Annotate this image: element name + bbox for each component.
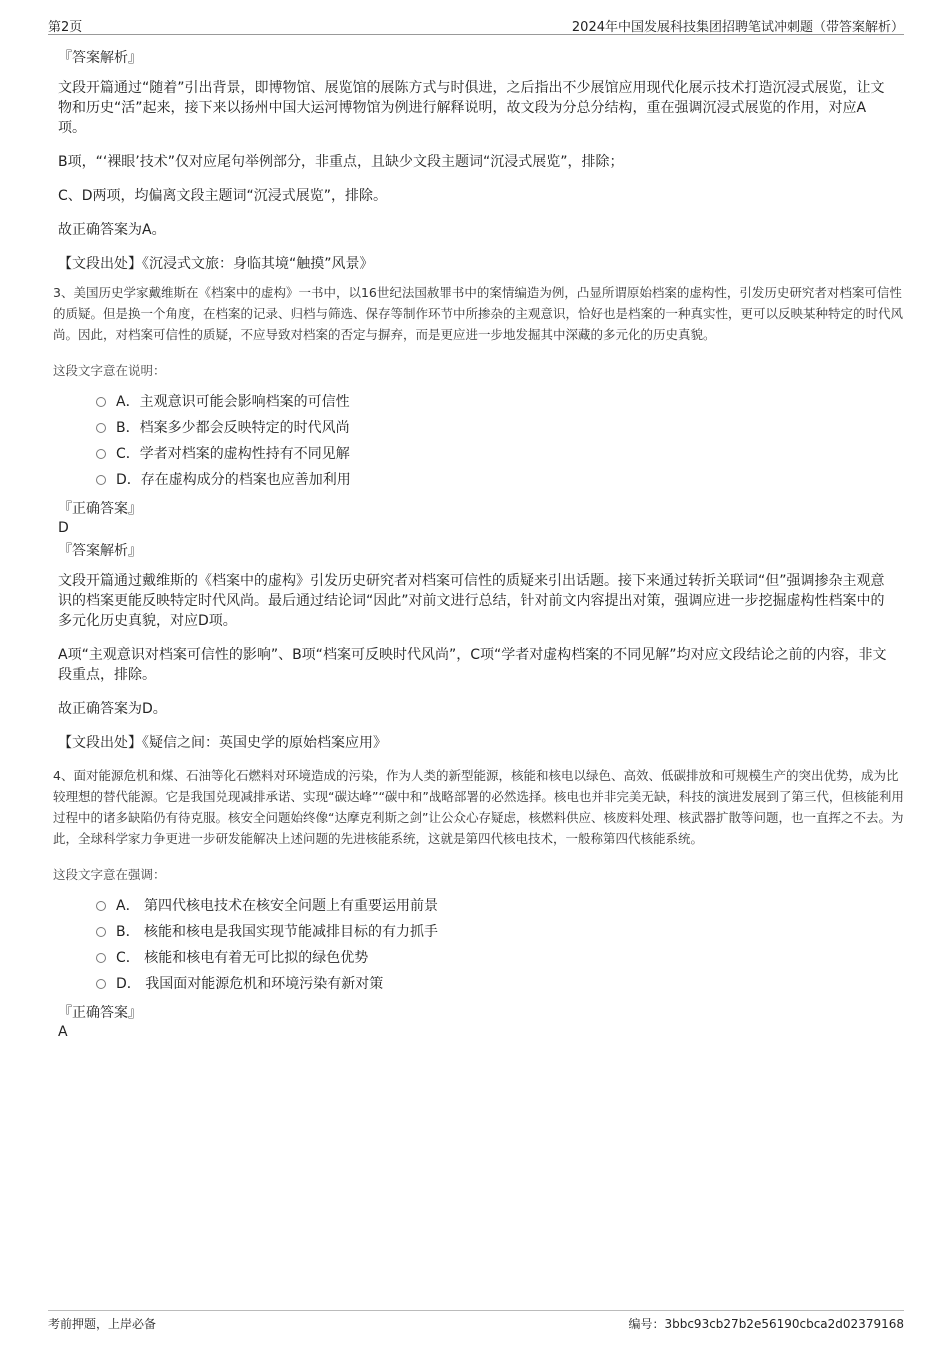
page-header (48, 14, 904, 35)
correct-answer: D (58, 520, 69, 536)
document-id: 编号：3bbc93cb27b2e56190cbca2d02379168 (628, 1317, 904, 1331)
analysis-label: 『答案解析』 (58, 543, 142, 559)
source-citation: 【文段出处】《沉浸式文旅：身临其境“触摸”风景》 (58, 256, 374, 272)
analysis-conclusion: 故正确答案为A。 (58, 222, 166, 238)
question-3-option-c[interactable]: C．学者对档案的虚构性持有不同见解 (96, 441, 904, 467)
analysis-paragraph: 文段开篇通过“随着”引出背景，即博物馆、展览馆的展陈方式与时俱进，之后指出不少展馆应用现代化展示技术打造沉浸式展览，让文物和历史“活”起来，接下来以扬州中国大运河博物馆为例进行解释说明，故文段为分总分结构，重在强调沉浸式展览的作用，对应A项。 (58, 80, 885, 136)
analysis-conclusion: 故正确答案为D。 (58, 701, 167, 717)
radio-icon[interactable] (96, 927, 106, 937)
question-4-text: 4、面对能源危机和煤、石油等化石燃料对环境造成的污染，作为人类的新型能源，核能和核电以绿色、高效、低碳排放和可规模生产的突出优势，成为比较理想的替代能源。它是我国兑现减排承诺、实现“碳达峰”“碳中和”战略部署的必然选择。核电也并非完美无缺，科技的演进发展到了第三代，但核能利用过程中的诸多缺陷仍有待克服。核安全问题始终像“达摩克利斯之剑”让公众心存疑虑，核燃料供应、核废料处理、核武器扩散等问题，也一直挥之不去。为此，全球科学家力争更进一步研发能解决上述问题的先进核能系统，这就是第四代核电技术，一般称第四代核能系统。 (53, 768, 904, 846)
analysis-paragraph: A项“主观意识对档案可信性的影响”、B项“档案可反映时代风尚”，C项“学者对虚构档案的不同见解”均对应文段结论之前的内容，非文段重点，排除。 (58, 647, 887, 683)
analysis-paragraph: C、D两项，均偏离文段主题词“沉浸式展览”，排除。 (58, 188, 388, 204)
correct-answer-label: 『正确答案』 (58, 501, 142, 517)
correct-answer-label: 『正确答案』 (58, 1005, 142, 1021)
document-body (48, 44, 904, 1041)
question-4-option-a[interactable]: A． 第四代核电技术在核安全问题上有重要运用前景 (96, 893, 904, 919)
page-number: 第2页 (48, 20, 83, 35)
correct-answer: A (58, 1024, 68, 1040)
question-4-option-d[interactable]: D． 我国面对能源危机和环境污染有新对策 (96, 971, 904, 997)
radio-icon[interactable] (96, 449, 106, 459)
radio-icon[interactable] (96, 475, 106, 485)
question-4-option-c[interactable]: C． 核能和核电有着无可比拟的绿色优势 (96, 945, 904, 971)
footer-slogan: 考前押题，上岸必备 (48, 1317, 157, 1331)
question-3-option-a[interactable]: A．主观意识可能会影响档案的可信性 (96, 389, 904, 415)
radio-icon[interactable] (96, 397, 106, 407)
document-title: 2024年中国发展科技集团招聘笔试冲刺题（带答案解析） (571, 20, 904, 35)
analysis-paragraph: B项，“‘裸眼’技术”仅对应尾句举例部分，非重点，且缺少文段主题词“沉浸式展览”，排除； (58, 154, 624, 170)
radio-icon[interactable] (96, 423, 106, 433)
radio-icon[interactable] (96, 953, 106, 963)
question-3-prompt: 这段文字意在说明： (53, 363, 166, 378)
question-3-text: 3、美国历史学家戴维斯在《档案中的虚构》一书中，以16世纪法国赦罪书中的案情编造为例，凸显所谓原始档案的虚构性，引发历史研究者对档案可信性的质疑。但是换一个角度，在档案的记录、归档与筛选、保存等制作环节中所掺杂的主观意识，恰好也是档案的一种真实性，更可以反映某种特定的时代风尚。因此，对档案可信性的质疑，不应导致对档案的否定与摒弃，而是更应进一步地发掘其中深藏的多元化的历史真貌。 (53, 285, 904, 342)
question-4-prompt: 这段文字意在强调： (53, 867, 166, 882)
radio-icon[interactable] (96, 901, 106, 911)
page-footer (48, 1310, 904, 1331)
question-3-option-d[interactable]: D．存在虚构成分的档案也应善加利用 (96, 467, 904, 493)
question-3-option-b[interactable]: B．档案多少都会反映特定的时代风尚 (96, 415, 904, 441)
source-citation: 【文段出处】《疑信之间：英国史学的原始档案应用》 (58, 735, 387, 751)
radio-icon[interactable] (96, 979, 106, 989)
question-4-option-b[interactable]: B． 核能和核电是我国实现节能减排目标的有力抓手 (96, 919, 904, 945)
analysis-paragraph: 文段开篇通过戴维斯的《档案中的虚构》引发历史研究者对档案可信性的质疑来引出话题。接下来通过转折关联词“但”强调掺杂主观意识的档案更能反映特定时代风尚。最后通过结论词“因此”对前文进行总结，针对前文内容提出对策，强调应进一步挖掘虚构性档案中的多元化历史真貌，对应D项。 (58, 573, 885, 629)
analysis-label: 『答案解析』 (58, 50, 142, 66)
